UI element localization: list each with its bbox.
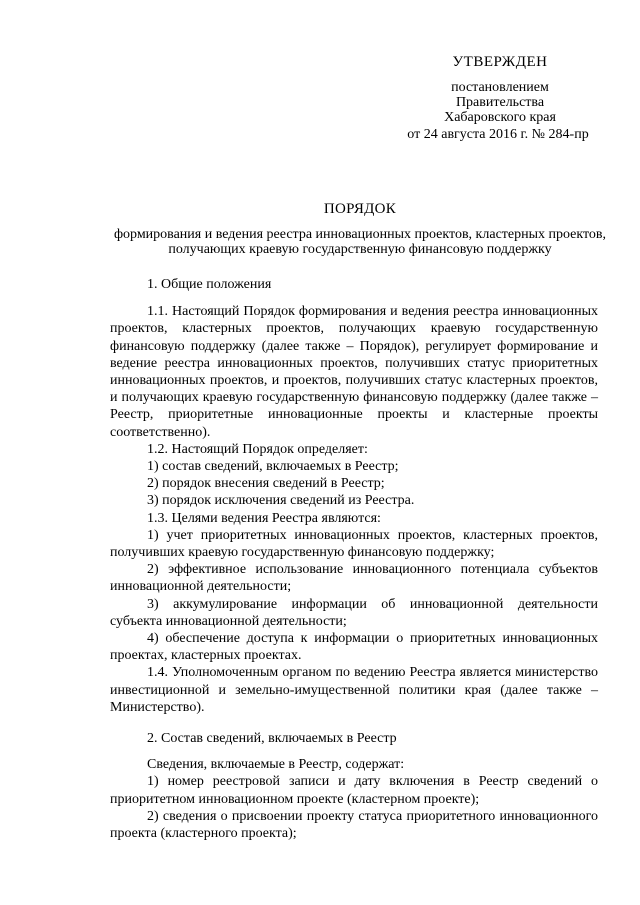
approval-line-2: Правительства — [455, 95, 545, 110]
paragraph-1-3-item-3: 3) аккумулирование информации об инновационной деятельности субъекта инновационной деятельности; — [110, 596, 598, 629]
paragraph-1-1: 1.1. Настоящий Порядок формирования и ведения реестра инновационных проектов, кластерных проектов, получающих краевую государственную финансовую поддержку (далее также – Порядок), регулирует формирование и ведение реестра инновационных проектов, получивших статус приоритетных инновационных проектов, и проектов, получивших статус кластерных проектов, и получающих краевую государственную финансовую поддержку (далее также – Реестр, приоритетные инновационные проекты и кластерные проекты соответственно). — [110, 304, 598, 440]
paragraph-1-3: 1.3. Целями ведения Реестра являются: — [147, 510, 381, 526]
paragraph-1-2-item-2: 2) порядок внесения сведений в Реестр; — [147, 476, 385, 492]
approval-date: от 24 августа 2016 г. № 284-пр — [407, 127, 589, 142]
paragraph-1-3-item-1: 1) учет приоритетных инновационных проектов, кластерных проектов, получивших краевую государственную финансовую поддержку; — [110, 527, 598, 561]
paragraph-1-3-item-2: 2) эффективное использование инновационного потенциала субъектов инновационной деятельности; — [110, 562, 598, 595]
section-1-heading: 1. Общие положения — [147, 277, 272, 292]
document-body — [110, 276, 598, 842]
approval-line-3: Хабаровского края — [444, 110, 556, 125]
paragraph-1-2-item-1: 1) состав сведений, включаемых в Реестр; — [147, 459, 399, 475]
paragraph-1-2-item-3: 3) порядок исключения сведений из Реестра. — [147, 493, 415, 509]
paragraph-2-item-2: 2) сведения о присвоении проекту статуса приоритетного инновационного проекта (кластерного проекта); — [110, 808, 598, 842]
paragraph-1-2: 1.2. Настоящий Порядок определяет: — [147, 441, 368, 457]
document-title-block — [110, 202, 610, 257]
paragraph-1-4: 1.4. Уполномоченным органом по ведению Реестра является министерство инвестиционной и земельно-имущественной политики края (далее также – Министерство). — [110, 665, 598, 715]
section-2-heading: 2. Состав сведений, включаемых в Реестр — [147, 731, 397, 747]
document-title: ПОРЯДОК — [323, 201, 397, 217]
paragraph-2-intro: Сведения, включаемые в Реестр, содержат: — [147, 757, 405, 773]
approval-line-1: постановлением — [451, 80, 549, 95]
approval-stamp — [400, 55, 600, 142]
document-subtitle: формирования и ведения реестра инновационных проектов, кластерных проектов, получающих краевую государственную финансовую поддержку — [113, 227, 607, 257]
paragraph-1-3-item-4: 4) обеспечение доступа к информации о приоритетных инновационных проектах, кластерных проектах. — [110, 631, 598, 664]
approval-stamp-title: УТВЕРЖДЕН — [452, 54, 548, 70]
paragraph-2-item-1: 1) номер реестровой записи и дату включения в Реестр сведений о приоритетном инновационном проекте (кластерном проекте); — [110, 774, 598, 807]
